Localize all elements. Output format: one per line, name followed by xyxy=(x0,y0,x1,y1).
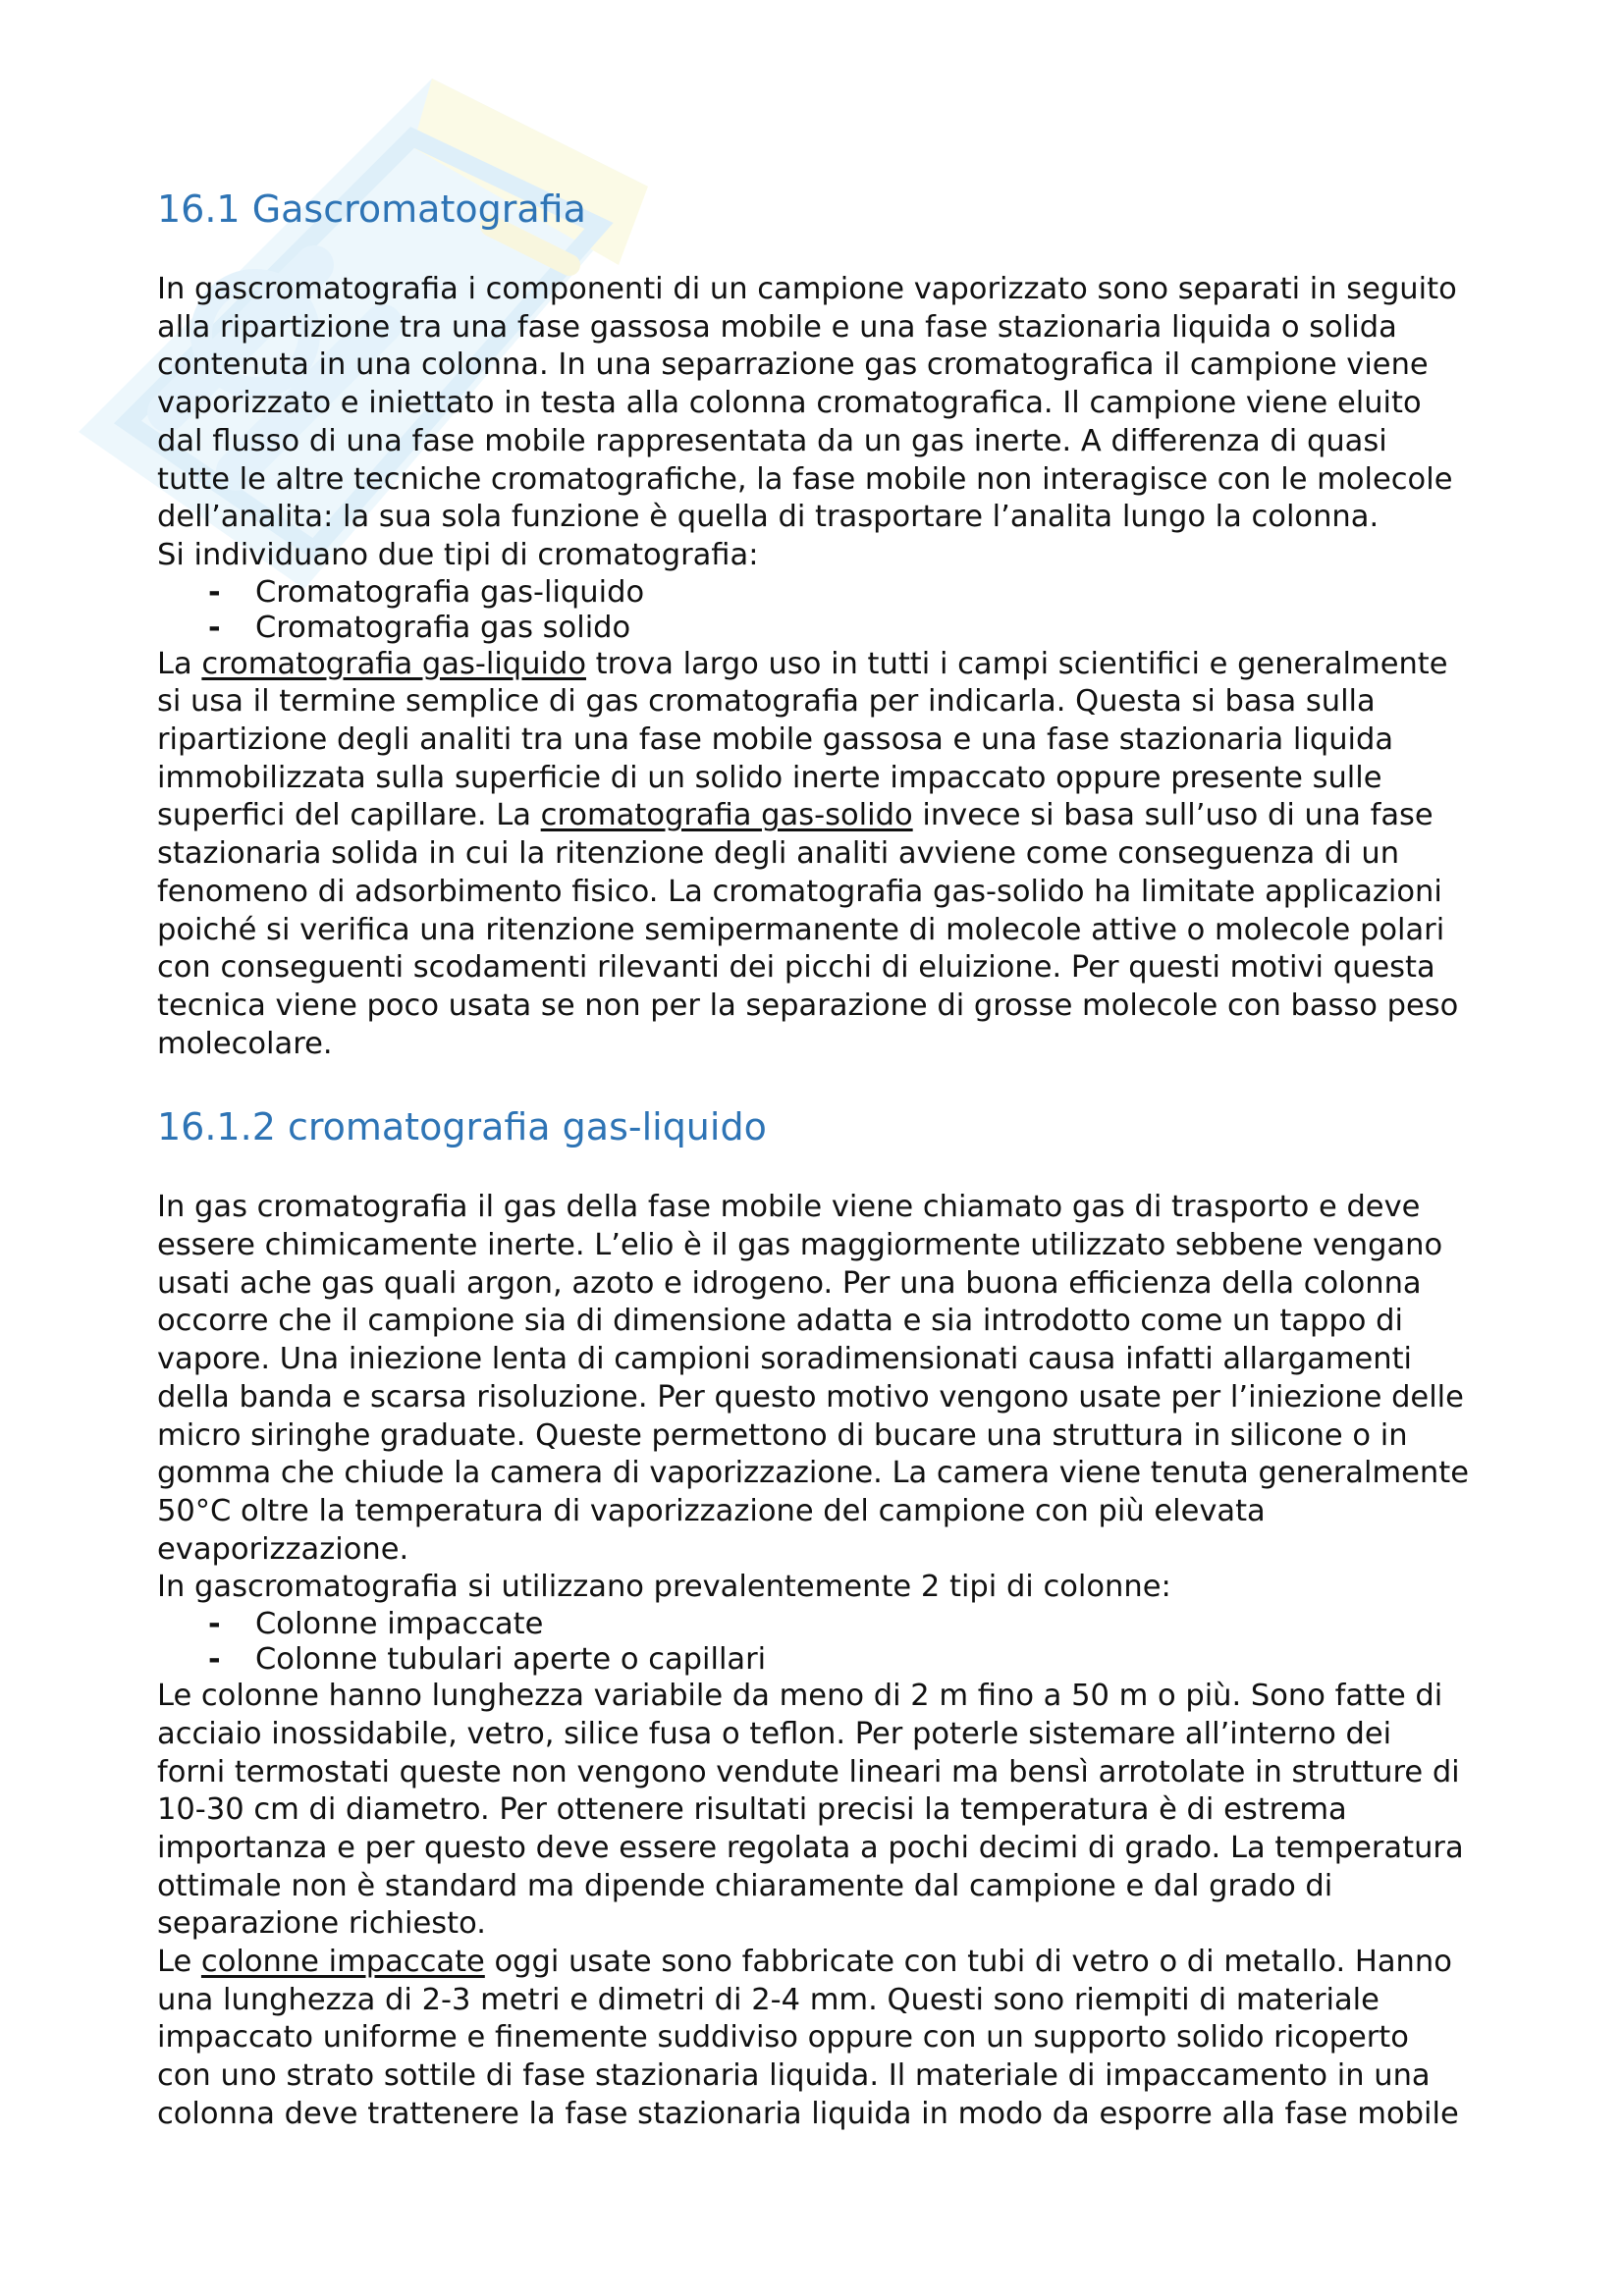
paragraph-line: immobilizzata sulla superficie di un solido inerte impaccato oppure presente sulle xyxy=(157,760,1382,795)
paragraph-line xyxy=(157,797,1492,835)
paragraph-line: occorre che il campione sia di dimensione adatta e sia introdotto come un tappo di xyxy=(157,1304,1403,1339)
text-run: trova largo uso in tutti i campi scientifici e generalmente xyxy=(585,646,1448,681)
list-item xyxy=(157,1642,1492,1678)
paragraph-line: micro siringhe graduate. Queste permettono di bucare una struttura in silicone o in xyxy=(157,1417,1408,1453)
paragraph-line: con uno strato sottile di fase stazionaria liquida. Il materiale di impaccamento in una xyxy=(157,2058,1431,2094)
dash-bullet-icon: - xyxy=(208,1642,221,1678)
paragraph-line: dell’analita: la sua sola funzione è quella di trasportare l’analita lungo la colonna. xyxy=(157,500,1380,535)
text-run: La xyxy=(157,646,202,681)
section-heading-gas-liquido: 16.1.2 cromatografia gas-liquido xyxy=(157,1105,767,1149)
paragraph-line: 10-30 cm di diametro. Per ottenere risultati precisi la temperatura è di estrema xyxy=(157,1792,1347,1828)
paragraph-line: tecnica viene poco usata se non per la separazione di grosse molecole con basso peso xyxy=(157,988,1459,1023)
paragraph-line: impaccato uniforme e finemente suddiviso oppure con un supporto solido ricoperto xyxy=(157,2020,1409,2056)
paragraph-line: colonna deve trattenere la fase stazionaria liquida in modo da esporre alla fase mobile xyxy=(157,2096,1459,2131)
text-run: invece si basa sull’uso di una fase xyxy=(912,798,1434,833)
paragraph-line: In gascromatografia i componenti di un campione vaporizzato sono separati in seguito xyxy=(157,272,1457,306)
underlined-term: colonne impaccate xyxy=(200,1945,485,1980)
dash-bullet-icon: - xyxy=(208,610,221,645)
list-item-label: Colonne tubulari aperte o capillari xyxy=(255,1642,767,1678)
paragraph-line: stazionaria solida in cui la ritenzione degli analiti avviene come conseguenza di un xyxy=(157,836,1400,872)
paragraph-line: molecolare. xyxy=(157,1026,333,1061)
paragraph-line: Si individuano due tipi di cromatografia: xyxy=(157,537,759,572)
paragraph-line: dal flusso di una fase mobile rappresentata da un gas inerte. A differenza di quasi xyxy=(157,423,1387,458)
column-types-list xyxy=(157,1607,1492,1678)
text-run: oggi usate sono fabbricate con tubi di vetro o di metallo. Hanno xyxy=(484,1945,1452,1980)
text-run: superfici del capillare. La xyxy=(157,798,541,833)
list-item xyxy=(157,1607,1492,1642)
list-item-label: Cromatografia gas-liquido xyxy=(255,574,645,610)
paragraph-line: separazione richiesto. xyxy=(157,1906,486,1942)
list-item xyxy=(157,575,1492,611)
section-heading-gascromatografia: 16.1 Gascromatografia xyxy=(157,187,586,231)
dash-bullet-icon: - xyxy=(208,1607,221,1642)
paragraph-line: con conseguenti scodamenti rilevanti dei picchi di eluizione. Per questi motivi questa xyxy=(157,950,1435,986)
chromatography-types-list xyxy=(157,575,1492,646)
paragraph-line xyxy=(157,646,1492,684)
paragraph-line: si usa il termine semplice di gas cromatografia per indicarla. Questa si basa sulla xyxy=(157,684,1376,720)
paragraph-line: poiché si verifica una ritenzione semipermanente di molecole attive o molecole polari xyxy=(157,912,1445,947)
paragraph-line: contenuta in una colonna. In una separrazione gas cromatografica il campione viene xyxy=(157,347,1429,383)
list-item xyxy=(157,611,1492,646)
paragraph-line: vapore. Una iniezione lenta di campioni soradimensionati causa infatti allargamenti xyxy=(157,1342,1413,1377)
paragraph-line: importanza e per questo deve essere regolata a pochi decimi di grado. La temperatura xyxy=(157,1830,1464,1865)
paragraph-line: usati ache gas quali argon, azoto e idrogeno. Per una buona efficienza della colonna xyxy=(157,1265,1422,1301)
paragraph-line: evaporizzazione. xyxy=(157,1531,409,1567)
paragraph-line: una lunghezza di 2-3 metri e dimetri di 2-4 mm. Questi sono riempiti di materiale xyxy=(157,1982,1380,2017)
paragraph-line: tutte le altre tecniche cromatografiche, la fase mobile non interagisce con le molecole xyxy=(157,461,1453,497)
paragraph-line: forni termostati queste non vengono vendute lineari ma bensì arrotolate in strutture di xyxy=(157,1754,1460,1789)
underlined-term: cromatografia gas-solido xyxy=(540,798,913,833)
paragraph-line: Le colonne hanno lunghezza variabile da meno di 2 m fino a 50 m o più. Sono fatte di xyxy=(157,1679,1443,1714)
paragraph-line: ottimale non è standard ma dipende chiaramente dal campione e dal grado di xyxy=(157,1868,1333,1903)
paragraph-line: ripartizione degli analiti tra una fase mobile gassosa e una fase stazionaria liquida xyxy=(157,722,1394,758)
list-item-label: Cromatografia gas solido xyxy=(255,610,631,645)
paragraph-line: 50°C oltre la temperatura di vaporizzazione del campione con più elevata xyxy=(157,1493,1266,1528)
paragraph-line: alla ripartizione tra una fase gassosa mobile e una fase stazionaria liquida o solida xyxy=(157,309,1397,345)
dash-bullet-icon: - xyxy=(208,574,221,610)
paragraph-line: vaporizzato e iniettato in testa alla colonna cromatografica. Il campione viene eluito xyxy=(157,386,1422,421)
text-run: Le xyxy=(157,1945,201,1980)
document-body xyxy=(157,187,1492,2134)
list-item-label: Colonne impaccate xyxy=(255,1607,544,1642)
paragraph-line: gomma che chiude la camera di vaporizzazione. La camera viene tenuta generalmente xyxy=(157,1456,1469,1491)
paragraph-line: In gascromatografia si utilizzano prevalentemente 2 tipi di colonne: xyxy=(157,1570,1171,1605)
paragraph-line: acciaio inossidabile, vetro, silice fusa o teflon. Per poterle sistemare all’interno dei xyxy=(157,1716,1392,1751)
paragraph-line: essere chimicamente inerte. L’elio è il gas maggiormente utilizzato sebbene vengano xyxy=(157,1228,1443,1263)
paragraph-line: della banda e scarsa risoluzione. Per questo motivo vengono usate per l’iniezione delle xyxy=(157,1379,1464,1415)
paragraph-line xyxy=(157,1944,1492,1982)
underlined-term: cromatografia gas-liquido xyxy=(201,646,586,681)
paragraph-line: In gas cromatografia il gas della fase mobile viene chiamato gas di trasporto e deve xyxy=(157,1190,1421,1225)
paragraph-line: fenomeno di adsorbimento fisico. La cromatografia gas-solido ha limitate applicazioni xyxy=(157,874,1442,909)
